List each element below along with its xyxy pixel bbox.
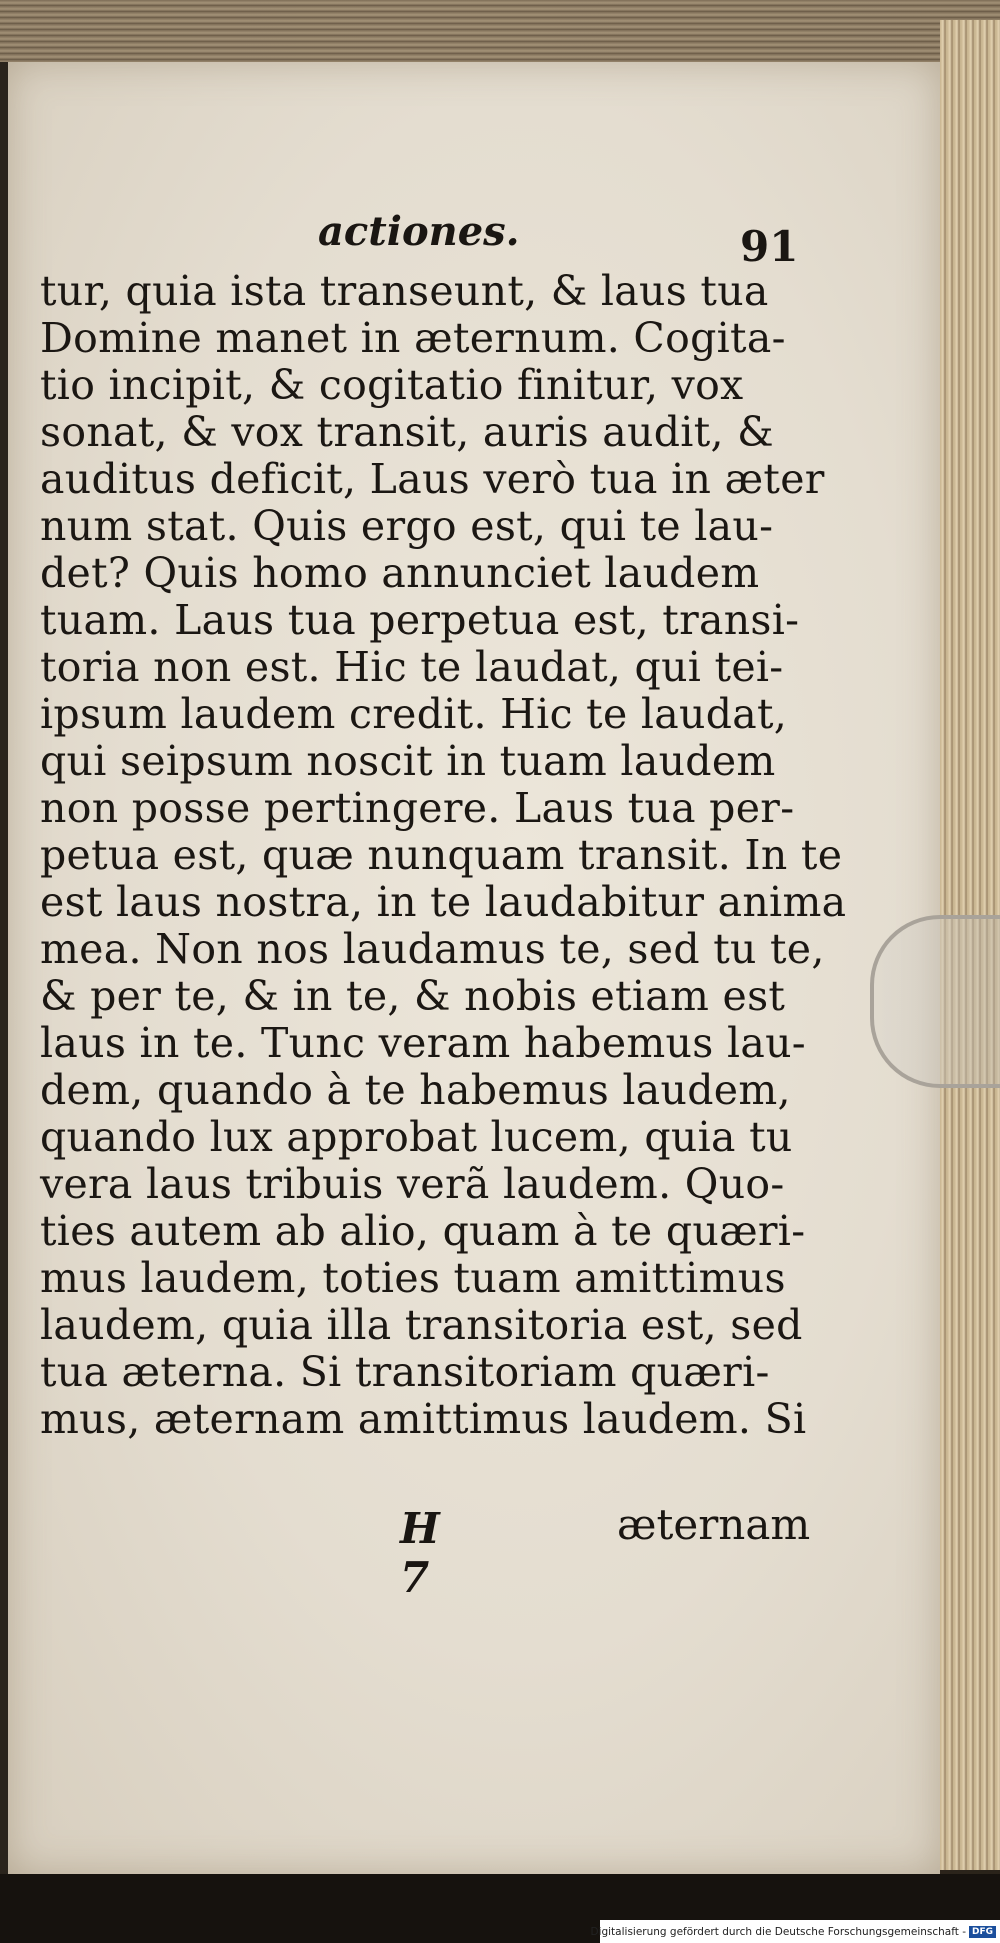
running-head: actiones.	[318, 208, 520, 255]
text-line: auditus deficit, Laus verò tua in æter	[40, 455, 825, 503]
text-line: est laus nostra, in te laudabitur anima	[40, 878, 847, 926]
catchword: æternam	[617, 1500, 811, 1549]
text-line: quando lux approbat lucem, quia tu	[40, 1113, 793, 1161]
text-line: tur, quia ista transeunt, & laus tua	[40, 267, 769, 315]
text-line: mea. Non nos laudamus te, sed tu te,	[40, 925, 825, 973]
page-clip	[870, 915, 1000, 1088]
text-line: laus in te. Tunc veram habemus lau-	[40, 1019, 806, 1067]
text-line: num stat. Quis ergo est, qui te lau-	[40, 502, 774, 550]
text-line: sonat, & vox transit, auris audit, &	[40, 408, 774, 456]
text-line: mus laudem, toties tuam amittimus	[40, 1254, 786, 1302]
text-line: qui seipsum noscit in tuam laudem	[40, 737, 776, 785]
text-line: non posse pertingere. Laus tua per-	[40, 784, 795, 832]
text-line: tuam. Laus tua perpetua est, transi-	[40, 596, 800, 644]
dfg-logo: DFG	[969, 1926, 996, 1938]
text-line: ties autem ab alio, quam à te quæri-	[40, 1207, 806, 1255]
signature-mark: H 7	[400, 1504, 440, 1602]
text-line: Domine manet in æternum. Cogita-	[40, 314, 786, 362]
text-line: & per te, & in te, & nobis etiam est	[40, 972, 786, 1020]
text-line: toria non est. Hic te laudat, qui tei-	[40, 643, 784, 691]
text-line: petua est, quæ nunquam transit. In te	[40, 831, 843, 879]
text-line: det? Quis homo annunciet laudem	[40, 549, 760, 597]
text-line: laudem, quia illa transitoria est, sed	[40, 1301, 803, 1349]
text-line: tio incipit, & cogitatio finitur, vox	[40, 361, 744, 409]
text-line: dem, quando à te habemus laudem,	[40, 1066, 791, 1114]
digitization-credit: Digitalisierung gefördert durch die Deutsche Forschungsgemeinschaft -	[590, 1925, 966, 1938]
text-line: tua æterna. Si transitoriam quæri-	[40, 1348, 770, 1396]
digitization-credit-bar	[590, 1920, 1000, 1943]
text-line: mus, æternam amittimus laudem. Si	[40, 1395, 807, 1443]
text-line: vera laus tribuis verã laudem. Quo-	[40, 1160, 785, 1208]
page-number: 91	[740, 222, 799, 271]
text-line: ipsum laudem credit. Hic te laudat,	[40, 690, 788, 738]
book-top-edge	[0, 0, 1000, 62]
